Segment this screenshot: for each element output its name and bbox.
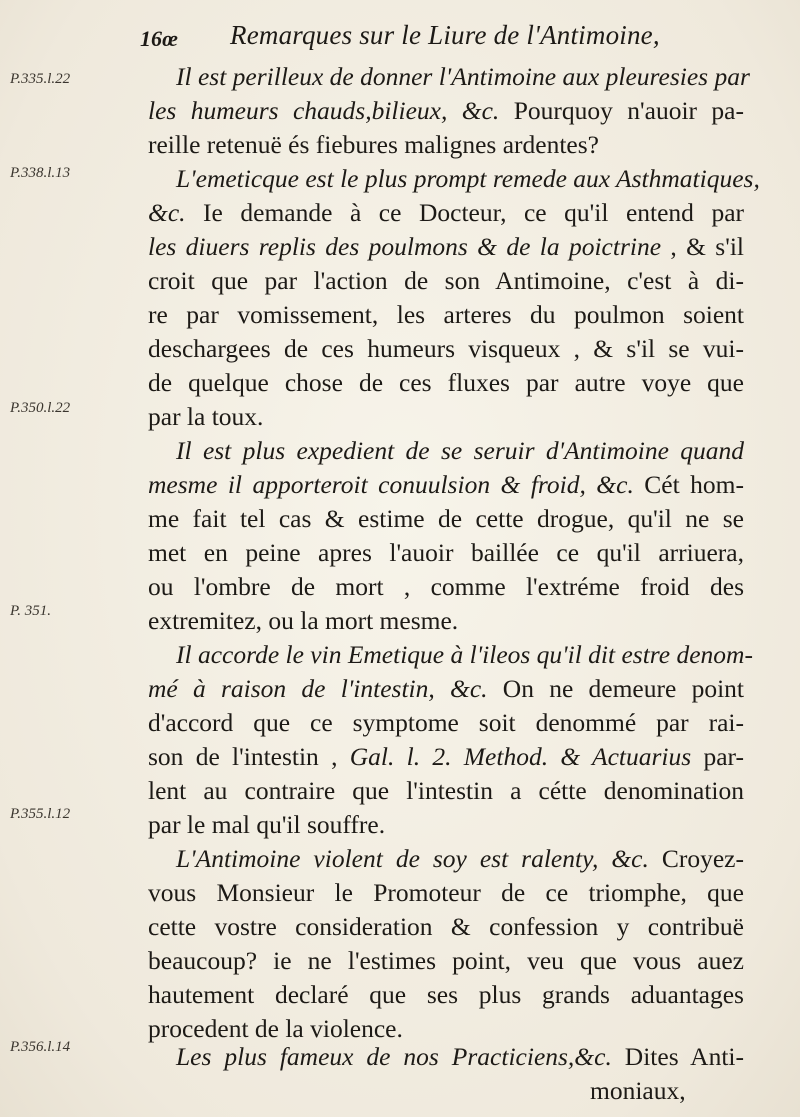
text-run: de quelque chose de ces fluxes par autre voye que: [148, 368, 744, 397]
text-run: beaucoup? ie ne l'estimes point, veu que vous auez: [148, 946, 744, 975]
text-line: [176, 60, 750, 94]
italic-run: L'emeticque est le plus prompt remede aux Asthmatiques,: [176, 164, 760, 193]
text-run: ou l'ombre de mort , comme l'extréme froid des: [148, 572, 744, 601]
text-run: Pourquoy n'auoir pa-: [499, 96, 744, 125]
text-run: par la toux.: [148, 402, 264, 431]
text-run: me fait tel cas & estime de cette drogue, qu'il ne se: [148, 504, 744, 533]
text-line: [148, 332, 744, 366]
text-run: Croyez-: [648, 844, 744, 873]
text-line: [148, 502, 744, 536]
margin-note: P.338.l.13: [10, 165, 71, 181]
text-run: re par vomissement, les arteres du poulmon soient: [148, 300, 744, 329]
text-line: [148, 264, 744, 298]
text-run: lent au contraire que l'intestin a cétte denomination: [148, 776, 744, 805]
italic-run: Il est plus expedient de se seruir d'Antimoine quand: [176, 436, 744, 465]
text-run: deschargees de ces humeurs visqueux , & s'il se vui-: [148, 334, 744, 363]
text-line: [148, 536, 744, 570]
text-line: [148, 298, 744, 332]
italic-run: Il est perilleux de donner l'Antimoine aux pleuresies par: [176, 62, 750, 91]
text-line: [148, 808, 744, 842]
text-line: [176, 638, 753, 672]
italic-run: les diuers replis des poulmons & de la poictrine: [148, 232, 662, 261]
text-line: [176, 1040, 744, 1074]
text-line: [148, 570, 744, 604]
text-run: moniaux,: [590, 1076, 686, 1105]
text-run: met en peine apres l'auoir baillée ce qu'il arriuera,: [148, 538, 744, 567]
italic-run: L'Antimoine violent de soy est ralenty, &c.: [176, 844, 649, 873]
text-line: [148, 978, 744, 1012]
text-line: [148, 468, 744, 502]
page-number: 16œ: [140, 26, 178, 51]
text-run: par le mal qu'il souffre.: [148, 810, 386, 839]
text-run: procedent de la violence.: [148, 1014, 403, 1043]
text-run: vous Monsieur le Promoteur de ce triomphe, que: [148, 878, 744, 907]
text-run: par-: [691, 742, 744, 771]
text-line: [148, 128, 744, 162]
text-line: [148, 672, 744, 706]
italic-run: les humeurs chauds,bilieux, &c.: [148, 96, 500, 125]
text-line: [148, 604, 744, 638]
text-run: , & s'il: [661, 232, 744, 261]
text-line: [176, 162, 760, 196]
text-line: [148, 740, 744, 774]
text-run: son de l'intestin ,: [148, 742, 350, 771]
text-run: Dites Anti-: [611, 1042, 744, 1071]
page-header: [140, 20, 700, 60]
text-run: reille retenuë és fiebures malignes ardentes?: [148, 130, 599, 159]
text-line: [176, 842, 744, 876]
text-line: [176, 434, 744, 468]
text-line: [148, 366, 744, 400]
text-line: [148, 196, 744, 230]
text-run: d'accord que ce symptome soit denommé par rai-: [148, 708, 744, 737]
text-run: Ie demande à ce Docteur, ce qu'il entend par: [185, 198, 744, 227]
text-run: Cét hom-: [633, 470, 744, 499]
text-run: On ne demeure point: [487, 674, 744, 703]
italic-run: Il accorde le vin Emetique à l'ileos qu'il dit estre denom-: [176, 640, 753, 669]
text-line: [148, 910, 744, 944]
italic-run: Les plus fameux de nos Practiciens,&c.: [176, 1042, 612, 1071]
text-run: croit que par l'action de son Antimoine, c'est à di-: [148, 266, 744, 295]
margin-note: P.355.l.12: [10, 806, 71, 822]
text-line: [148, 944, 744, 978]
italic-run: &c.: [148, 198, 186, 227]
text-run: cette vostre consideration & confession y contribuë: [148, 912, 744, 941]
text-line: [148, 876, 744, 910]
text-line: [148, 706, 744, 740]
margin-note: P. 351.: [10, 603, 51, 619]
italic-run: mé à raison de l'intestin, &c.: [148, 674, 488, 703]
margin-note: P.350.l.22: [10, 400, 71, 416]
text-run: extremitez, ou la mort mesme.: [148, 606, 459, 635]
margin-note: P.335.l.22: [10, 71, 71, 87]
text-line: [590, 1074, 686, 1108]
text-line: [148, 400, 744, 434]
text-line: [148, 230, 744, 264]
italic-run: Gal. l. 2. Method. & Actuarius: [349, 742, 692, 771]
text-run: hautement declaré que ses plus grands aduantages: [148, 980, 744, 1009]
running-title: Remarques sur le Liure de l'Antimoine,: [230, 20, 660, 50]
margin-note: P.356.l.14: [10, 1039, 71, 1055]
text-line: [148, 774, 744, 808]
text-line: [148, 94, 744, 128]
italic-run: mesme il apporteroit conuulsion & froid, &c.: [148, 470, 634, 499]
